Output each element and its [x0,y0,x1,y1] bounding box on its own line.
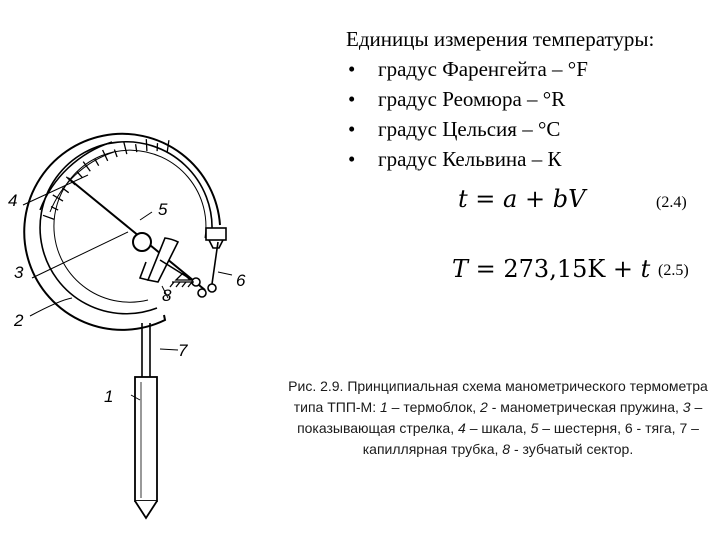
formula-symbol: V [568,185,586,213]
scale-ticks [40,142,114,212]
pivot-support [170,273,194,287]
unit-reaumur: градус Реомюра – °R [378,87,566,111]
formula-constant: 273,15K [503,255,606,283]
list-item [346,84,716,114]
unit-kelvin: градус Кельвина – К [378,147,562,171]
list-item [346,54,716,84]
formula-symbol: t [640,255,651,283]
manometric-spring [24,134,220,330]
figure-caption [282,376,714,460]
formula-operator: + [605,255,641,283]
label-6: 6 [236,271,246,290]
equation-number: (2.5) [658,262,689,279]
formula-operator: + [517,185,553,213]
caption-index: 3 [682,399,691,415]
bullet-icon: • [348,87,356,111]
caption-text: – показывающая стрелка, [297,399,703,436]
bullet-icon: • [348,147,356,171]
formula-operator: = [467,185,504,213]
bullet-icon: • [348,57,356,81]
caption-text: – шестерня, 6 - тяга, 7 – капиллярная трубка, [362,420,699,457]
caption-text: – термоблок, [387,399,481,415]
formula-symbol: a [503,185,518,213]
formula-symbol: T [452,255,469,283]
caption-index: 4 [458,420,466,436]
scale-tick [124,142,127,154]
list-item [346,144,716,174]
equation-number: (2.4) [656,194,687,211]
scale-tick-marks [43,139,169,219]
formula-operator: = [468,255,504,283]
label-8: 8 [162,286,172,305]
capillary-tube [142,323,150,382]
formula-2-4 [458,185,585,213]
indicating-arrow [68,178,205,290]
label-4: 4 [8,191,18,210]
label-2: 2 [14,311,24,330]
unit-celsius: градус Цельсия – °C [378,117,561,141]
caption-index: 5 [530,420,539,436]
unit-fahrenheit: градус Фаренгейта – °F [378,57,588,81]
thermometer-diagram [0,130,290,530]
caption-index: 8 [502,441,511,457]
thermal-bulb [135,377,157,518]
formula-symbol: t [458,185,468,213]
bullet-icon: • [348,117,356,141]
label-7: 7 [178,341,188,360]
caption-text: Рис. 2.9. Принципиальная схема манометрического термометра типа ТПП-М: [288,378,708,415]
caption-text: – шкала, [465,420,531,436]
units-title: Единицы измерения температуры: [346,27,655,51]
caption-index: 2 [480,399,488,415]
formula-2-5 [452,255,650,283]
label-3: 3 [14,263,24,282]
scale-tick [43,215,54,219]
caption-text: - манометрическая пружина, [487,399,683,415]
list-item [346,114,716,144]
units-block [346,24,716,174]
caption-index: 1 [380,399,388,415]
label-1: 1 [104,387,114,406]
units-list [346,54,716,174]
scale-tick [114,150,117,158]
formula-symbol: b [552,185,569,213]
caption-text: - зубчатый сектор. [510,441,634,457]
label-5: 5 [158,200,168,219]
scale-tick [77,172,82,178]
